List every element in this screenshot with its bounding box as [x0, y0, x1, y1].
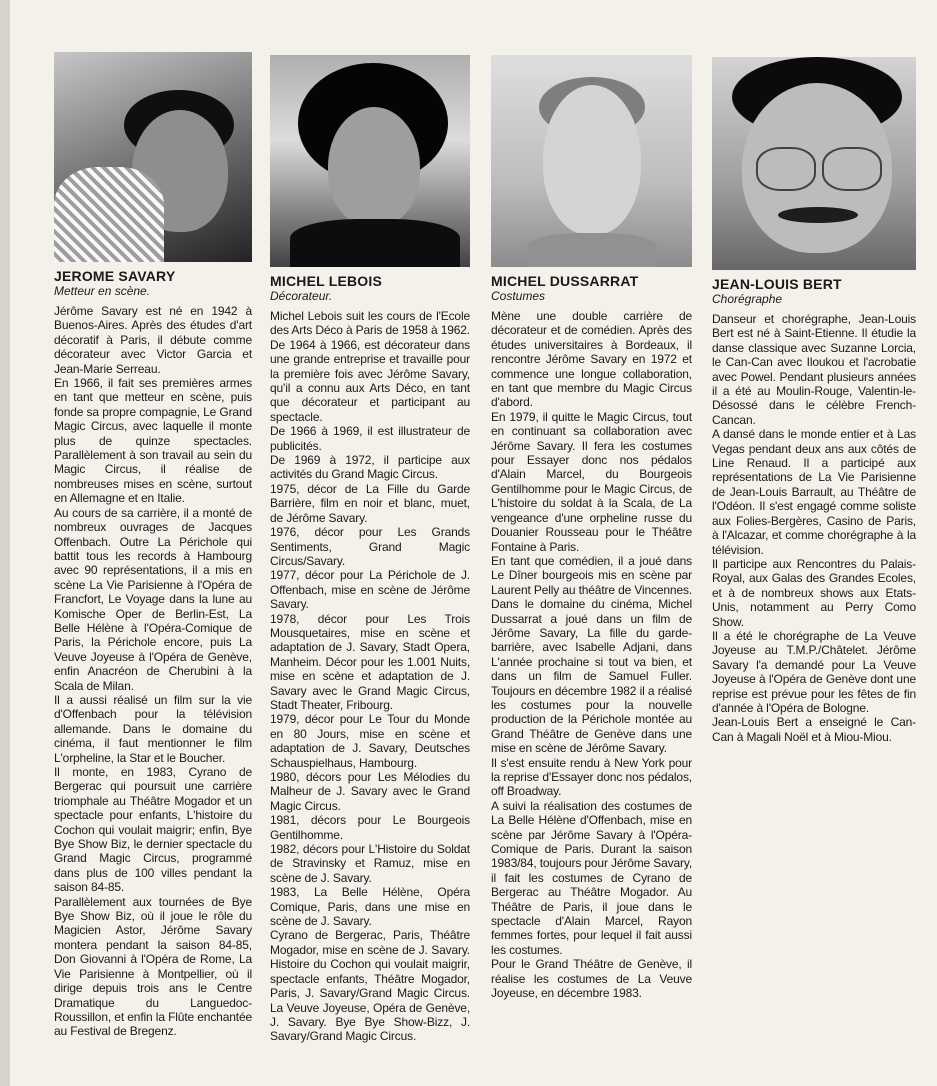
bio-paragraph: Il s'est ensuite rendu à New York pour la reprise d'Essayer donc nos pédalos, off Broadway.	[491, 755, 692, 799]
profile-name: MICHEL LEBOIS	[270, 273, 383, 289]
bio-paragraph: Jean-Louis Bert a enseigné le Can-Can à Magali Noël et à Miou-Miou.	[712, 715, 916, 744]
bio-paragraph: De 1966 à 1969, il est illustrateur de publicités.	[270, 424, 470, 453]
bio-paragraph: Au cours de sa carrière, il a monté de nombreux ouvrages de Jacques Offenbach. Outre La Périchole qui battit tous les records à Hambourg avec 90 représentations, il a mis en scène La Vie Parisienne à l'Opéra de Francfort, Le Voyage dans la lune au Komische Oper de Berlin-Est, La Belle Hélène à l'Opéra-Comique de Paris, la Périchole encore, puis La Veuve Joyeuse à l'Opéra de Genève, enfin Anacréon de Cherubini à la Scala de Milan.	[54, 505, 252, 693]
bio-paragraph: 1982, décors pour L'Histoire du Soldat de Stravinsky et Ramuz, mise en scène de J. Savary.	[270, 842, 470, 885]
bio-paragraph: Cyrano de Bergerac, Paris, Théâtre Mogador, mise en scène de J. Savary. Histoire du Cochon qui voulait maigrir, spectacle enfants, Théâtre Mogador, Paris, J. Savary/Grand Magic Circus. La Veuve Joyeuse, Opéra de Genève, J. Savary. Bye Bye Show-Bizz, J. Savary/Grand Magic Circus.	[270, 928, 470, 1044]
bio-paragraph: En 1966, il fait ses premières armes en tant que metteur en scène, puis fonde sa propre compagnie, Le Grand Magic Circus, avec laquelle il monte plus de quinze spectacles. Parallèlement à son travail au sein du Magic Circus, il réalise de nombreuses mises en scène, surtout en Allemagne et en Italie.	[54, 376, 252, 506]
profile-bio	[54, 304, 252, 1039]
bio-paragraph: Parallèlement aux tournées de Bye Bye Show Biz, où il joue le rôle du Magicien Astor, Jérôme Savary montera pendant la saison 84-85, Don Giovanni à l'Opéra de Rome, La Vie Parisienne à Montpellier, où il dirige depuis trois ans le Centre Dramatique du Languedoc-Roussillon, et enfin la Flûte enchantée au Festival de Bregenz.	[54, 894, 252, 1039]
profile-bio	[712, 312, 916, 744]
profile-michel-dussarrat	[491, 55, 692, 1001]
bio-paragraph: 1977, décor pour La Périchole de J. Offenbach, mise en scène de Jérôme Savary.	[270, 568, 470, 612]
profile-role: Metteur en scène.	[54, 284, 151, 298]
bio-paragraph: Il a été le chorégraphe de La Veuve Joyeuse au T.M.P./Châtelet. Jérôme Savary l'a demandé pour La Veuve Joyeuse à l'Opéra de Genève dont une reprise est prévue pour les fêtes de fin d'année à l'Opéra de Bologne.	[712, 628, 916, 715]
profile-jean-louis-bert	[712, 57, 916, 744]
bio-paragraph: 1976, décor pour Les Grands Sentiments, Grand Magic Circus/Savary.	[270, 525, 470, 568]
profile-name: MICHEL DUSSARRAT	[491, 273, 639, 289]
bio-paragraph: Il a aussi réalisé un film sur la vie d'Offenbach pour la télévision allemande. Dans le domaine du cinéma, il faut mentionner le film L'orpheline, la Star et le Boucher.	[54, 692, 252, 765]
bio-paragraph: Michel Lebois suit les cours de l'Ecole des Arts Déco à Paris de 1958 à 1962. De 1964 à 1966, est décorateur dans une grande entreprise et travaille pour la première fois avec Jérôme Savary, qu'il a connu aux Arts Déco, en tant que décorateur et participant au spectacle.	[270, 309, 470, 424]
portrait-photo	[712, 57, 916, 270]
bio-paragraph: Il participe aux Rencontres du Palais-Royal, aux Galas des Grandes Ecoles, et à de nombreux shows aux Etats-Unis, notamment au Perry Como Show.	[712, 556, 916, 629]
portrait-photo	[491, 55, 692, 267]
bio-paragraph: 1979, décor pour Le Tour du Monde en 80 Jours, mise en scène et adaptation de J. Savary, Deutsches Schauspielhaus, Hambourg.	[270, 712, 470, 770]
profile-jerome-savary	[54, 52, 252, 1039]
profile-role: Costumes	[491, 289, 546, 303]
bio-paragraph: Pour le Grand Théâtre de Genève, il réalise les costumes de La Veuve Joyeuse, en décembre 1983.	[491, 957, 692, 1001]
bio-paragraph: 1981, décors pour Le Bourgeois Gentilhomme.	[270, 813, 470, 842]
bio-paragraph: Mène une double carrière de décorateur et de comédien. Après des études universitaires à Bordeaux, il rencontre Jérôme Savary en 1972 et commence une longue collaboration, en tant que membre du Magic Circus d'abord.	[491, 309, 692, 410]
bio-paragraph: 1980, décors pour Les Mélodies du Malheur de J. Savary avec le Grand Magic Circus.	[270, 770, 470, 813]
bio-paragraph: En 1979, il quitte le Magic Circus, tout en continuant sa collaboration avec Jérôme Savary. Il fera les costumes pour Essayer donc nos pédalos d'Alain Marcel, du Bourgeois Gentilhomme pour le Magic Circus, de L'histoire du soldat à la Scala, de La vengeance d'une orpheline russe du Douanier Rousseau pour le Théâtre Fontaine à Paris.	[491, 409, 692, 554]
bio-paragraph: Il monte, en 1983, Cyrano de Bergerac qui poursuit une carrière triomphale au Théâtre Mogador et un spectacle pour enfants, L'histoire du Cochon qui voulait maigrir; enfin, Bye Bye Show Biz, le dernier spectacle du Grand Magic Circus, programmé dans plus de 100 villes pendant la saison 84-85.	[54, 765, 252, 895]
bio-paragraph: 1983, La Belle Hélène, Opéra Comique, Paris, dans une mise en scène de J. Savary.	[270, 885, 470, 929]
profile-name: JEAN-LOUIS BERT	[712, 276, 842, 292]
profile-bio	[491, 309, 692, 1001]
bio-paragraph: Danseur et chorégraphe, Jean-Louis Bert est né à Saint-Etienne. Il étudie la danse classique avec Suzanne Lorcia, le Can-Can avec Iloukou et l'acrobatie avec Powel. Pendant plusieurs années il a été au Moulin-Rouge, Valentin-le-Désossé dans le célèbre French-Cancan.	[712, 312, 916, 427]
profile-michel-lebois	[270, 55, 470, 1044]
portrait-photo	[270, 55, 470, 267]
profile-name: JEROME SAVARY	[54, 268, 176, 284]
bio-paragraph: A suivi la réalisation des costumes de La Belle Hélène d'Offenbach, mise en scène par Jérôme Savary à l'Opéra-Comique de Paris. Durant la saison 1983/84, toujours pour Jérôme Savary, il fait les costumes de Cyrano de Bergerac au Théâtre Mogador. Au Théâtre de Paris, il joue dans le spectacle d'Alain Marcel, Rayon femmes fortes, pour lequel il fait aussi les costumes.	[491, 798, 693, 957]
bio-paragraph: 1978, décor pour Les Trois Mousquetaires, mise en scène et adaptation de J. Savary, Stadt Opera, Manheim. Décor pour les 1.001 Nuits, mise en scène et adaptation de J. Savary avec le Grand Magic Circus, Stadt Theater, Fribourg.	[270, 611, 470, 712]
profile-bio	[270, 309, 470, 1044]
profile-role: Chorégraphe	[712, 292, 783, 306]
bio-paragraph: En tant que comédien, il a joué dans Le Dîner bourgeois mis en scène par Laurent Pelly au théâtre de Vincennes. Dans le domaine du cinéma, Michel Dussarrat a joué dans un film de Jérôme Savary, La fille du garde-barrière, avec Isabelle Adjani, dans L'année prochaine si tout va bien, et dans un film de Samuel Fuller. Toujours en décembre 1982 il a réalisé les costumes pour la nouvelle production de la Périchole montée au Grand Théâtre de Genève dans une mise en scène de Jérôme Savary.	[491, 553, 692, 756]
bio-paragraph: De 1969 à 1972, il participe aux activités du Grand Magic Circus.	[270, 453, 470, 482]
profile-role: Décorateur.	[270, 289, 333, 303]
portrait-photo	[54, 52, 252, 262]
bio-paragraph: Jérôme Savary est né en 1942 à Buenos-Aires. Après des études d'art décoratif à Paris, il débute comme décorateur avec Victor Garcia et Jean-Marie Serreau.	[54, 304, 252, 376]
bio-paragraph: 1975, décor de La Fille du Garde Barrière, film en noir et blanc, muet, de Jérôme Savary.	[270, 481, 470, 525]
bio-paragraph: A dansé dans le monde entier et à Las Vegas pendant deux ans aux côtés de Line Renaud. Il a participé aux représentations de La Vie Parisienne de Jean-Louis Barrault, au Théâtre de l'Odéon. Il s'est engagé comme soliste aux Folies-Bergères, Casino de Paris, à l'Alcazar, et comme chorégraphe à la télévision.	[712, 427, 916, 557]
